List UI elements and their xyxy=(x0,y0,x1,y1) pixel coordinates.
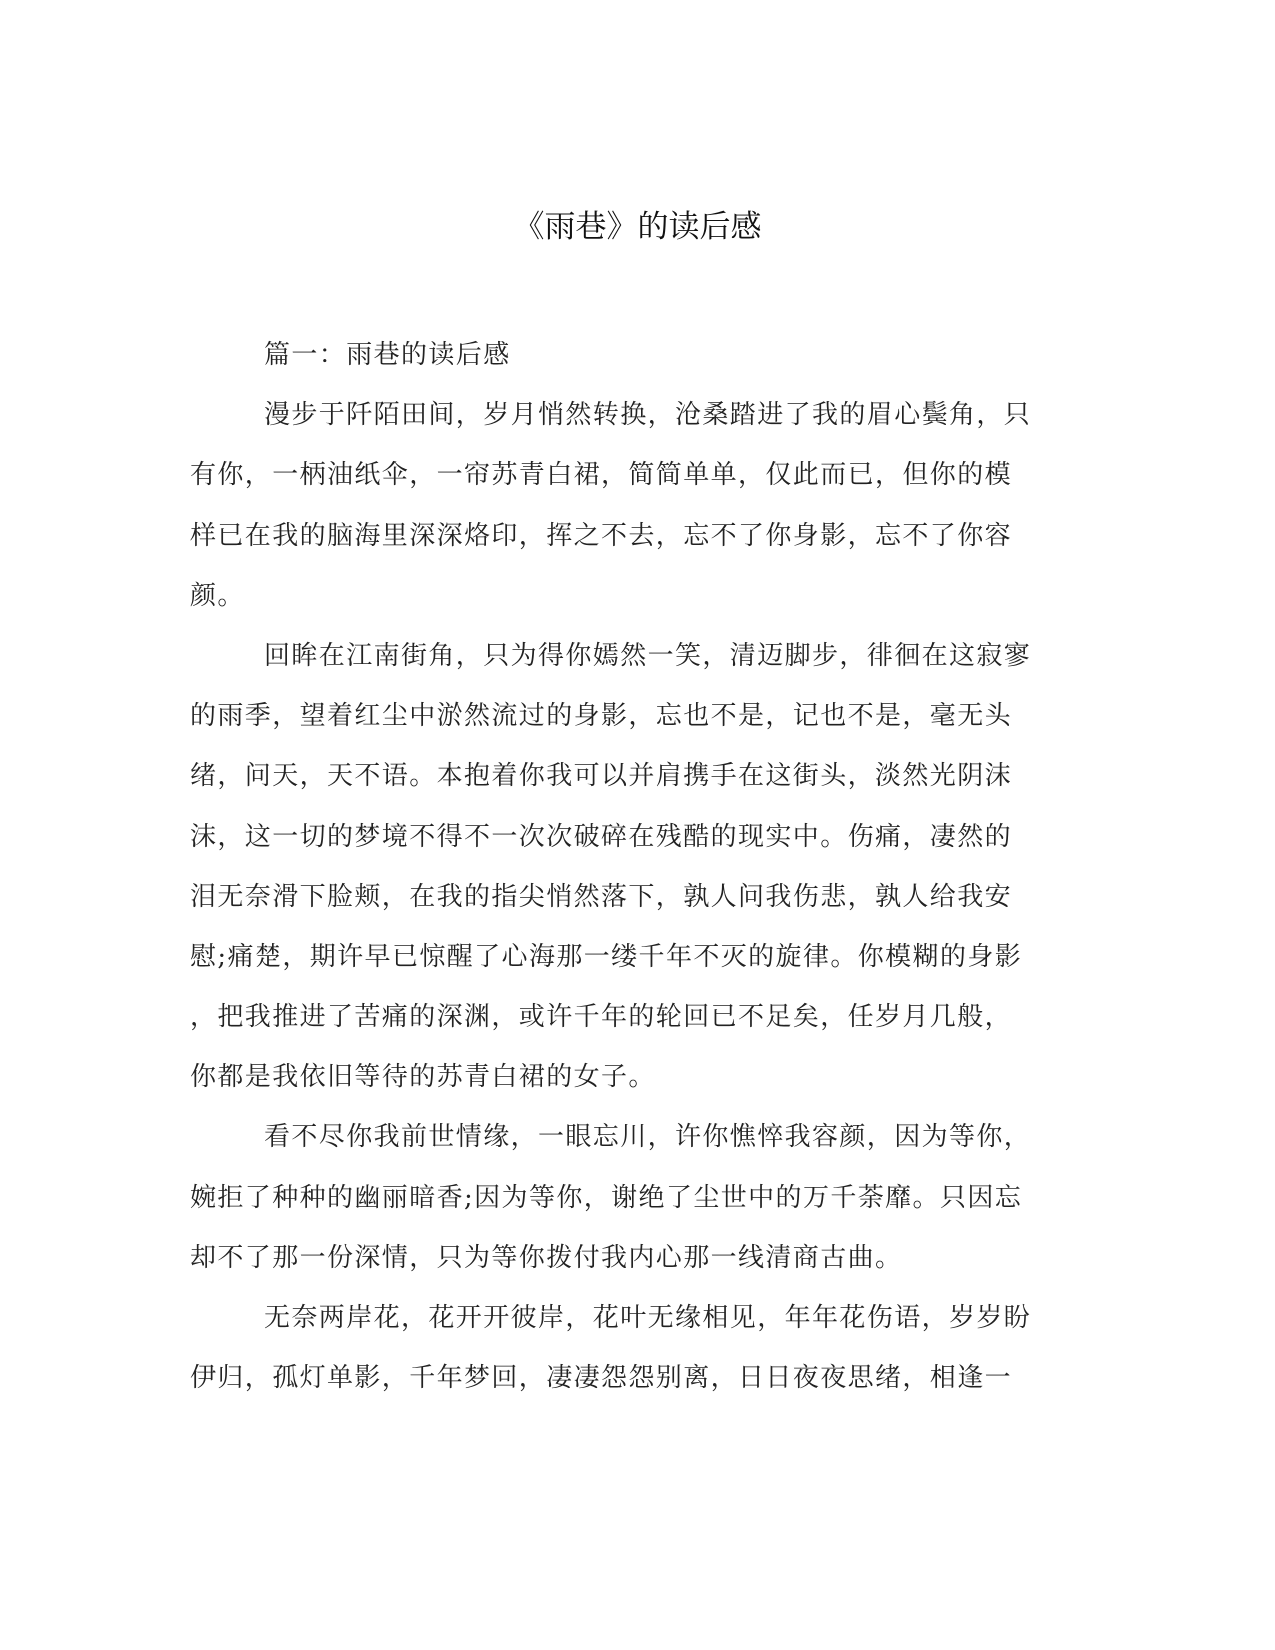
paragraph-line: 的雨季，望着红尘中淤然流过的身影，忘也不是，记也不是，毫无头 xyxy=(190,701,1013,732)
paragraph-line: 漫步于阡陌田间，岁月悄然转换，沧桑踏进了我的眉心鬓角，只 xyxy=(264,400,1032,431)
paragraph-line: 看不尽你我前世情缘，一眼忘川，许你憔悴我容颜，因为等你， xyxy=(264,1122,1032,1153)
paragraph-line: 无奈两岸花，花开开彼岸，花叶无缘相见，年年花伤语，岁岁盼 xyxy=(264,1303,1032,1333)
paragraph-line: 泪无奈滑下脸颊，在我的指尖悄然落下，孰人问我伤悲，孰人给我安 xyxy=(190,881,1013,912)
paragraph-line: 慰;痛楚，期许早已惊醒了心海那一缕千年不灭的旋律。你模糊的身影 xyxy=(190,941,1023,972)
paragraph-line: 你都是我依旧等待的苏青白裙的女子。 xyxy=(190,1062,656,1093)
paragraph-line: 绪，问天，天不语。本抱着你我可以并肩携手在这街头，淡然光阴沫 xyxy=(190,761,1013,792)
paragraph-line: 伊归，孤灯单影，千年梦回，凄凄怨怨别离，日日夜夜思绪，相逢一 xyxy=(190,1363,1013,1394)
paragraph-line: 沫，这一切的梦境不得不一次次破碎在残酷的现实中。伤痛，凄然的 xyxy=(190,821,1013,852)
paragraph-line: 却不了那一份深情，只为等你拨付我内心那一线清商古曲。 xyxy=(190,1242,903,1273)
paragraph-line: 婉拒了种种的幽丽暗香;因为等你，谢绝了尘世中的万千荼靡。只因忘 xyxy=(190,1182,1023,1213)
paragraph-line: 颜。 xyxy=(190,580,245,611)
paragraph-line: 样已在我的脑海里深深烙印，挥之不去，忘不了你身影，忘不了你容 xyxy=(190,520,1013,551)
paragraph-line: 有你，一柄油纸伞，一帘苏青白裙，简简单单，仅此而已，但你的模 xyxy=(190,460,1013,491)
document-title: 《雨巷》的读后感 xyxy=(513,209,762,245)
paragraph-line: 回眸在江南街角，只为得你嫣然一笑，清迈脚步，徘徊在这寂寥 xyxy=(264,640,1032,671)
section-heading: 篇一：雨巷的读后感 xyxy=(264,340,511,370)
document-body xyxy=(190,325,1080,1408)
paragraph-line: ，把我推进了苦痛的深渊，或许千年的轮回已不足矣，任岁月几般， xyxy=(190,1002,1013,1033)
